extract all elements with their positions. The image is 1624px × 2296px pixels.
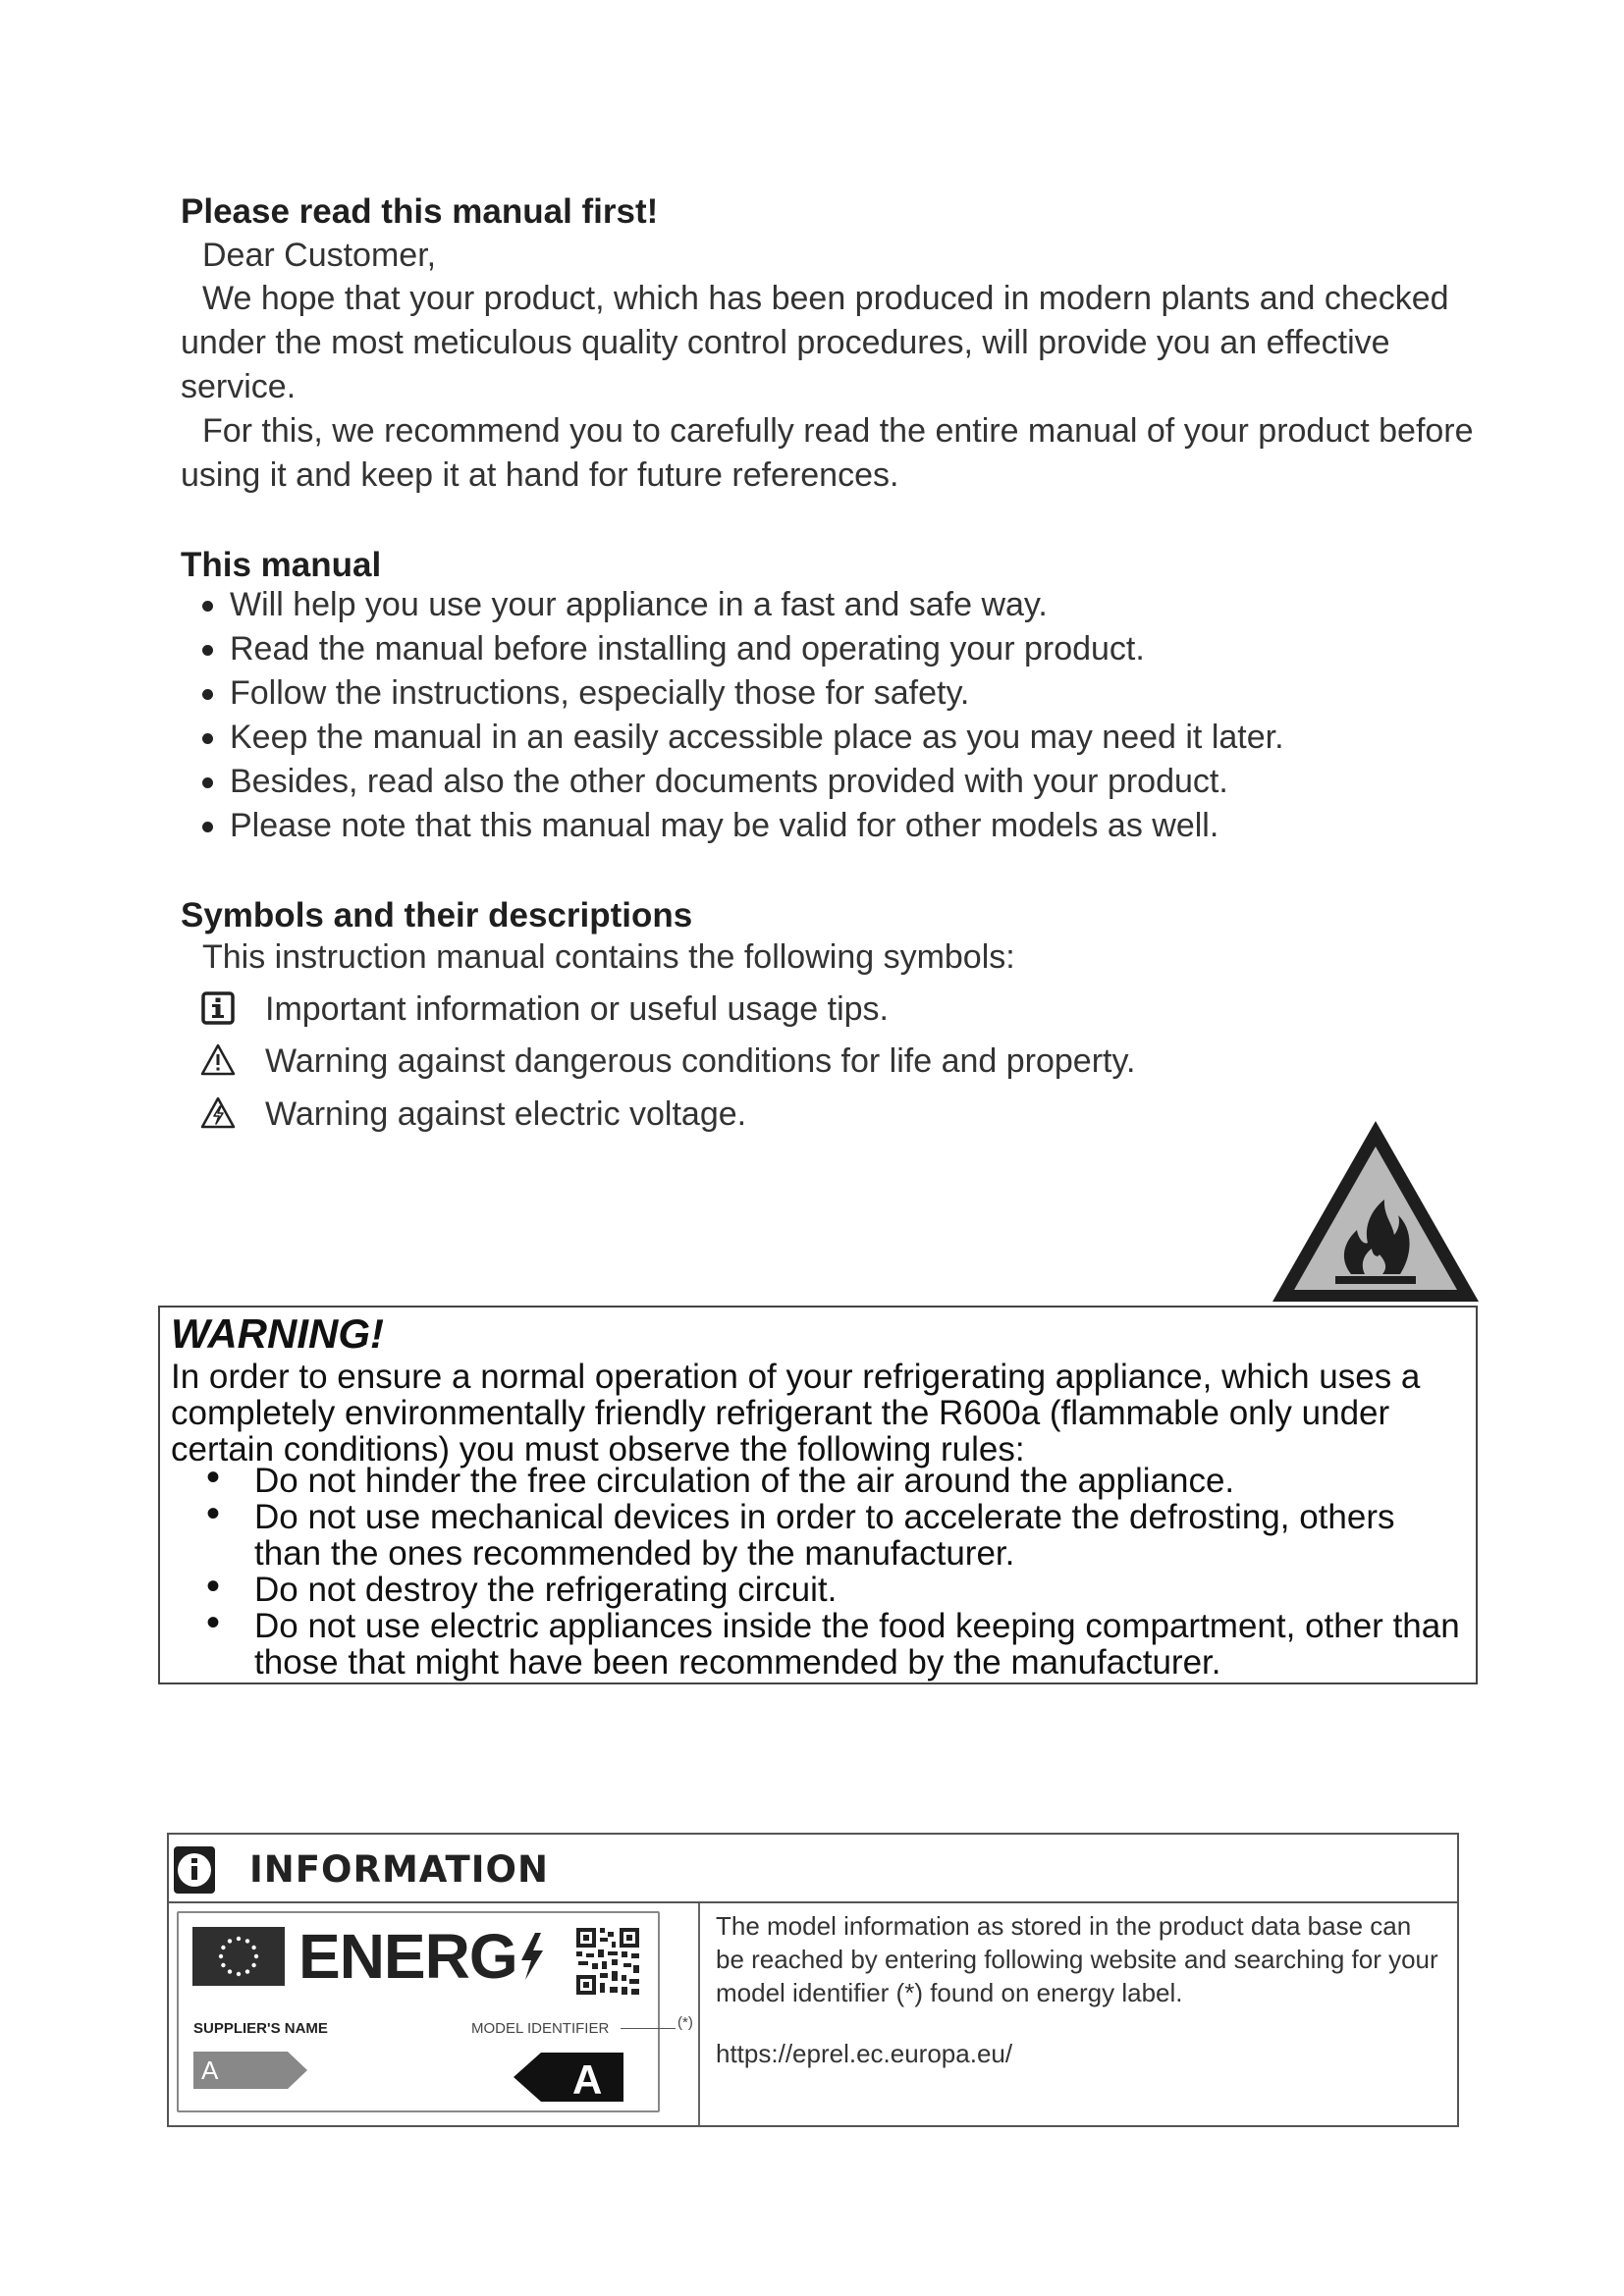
intro-paragraph-2: For this, we recommend you to carefully read the entire manual of your product before using it and keep it at hand for future references. [181, 412, 1474, 494]
greeting: Dear Customer, [202, 237, 437, 274]
intro-paragraph-1: We hope that your product, which has been produced in modern plants and checked under the most meticulous quality control procedures, will provide you an effective service. [181, 280, 1449, 405]
symbol-description: Important information or useful usage tips. [265, 990, 889, 1028]
this-manual-list [200, 583, 1284, 848]
symbols-heading: Symbols and their descriptions [181, 896, 693, 934]
energy-class-indicator-letter: A [572, 2056, 603, 2102]
symbol-description: Warning against electric voltage. [265, 1095, 747, 1133]
info-icon [200, 990, 236, 1026]
list-item: Please note that this manual may be valid for other models as well. [200, 804, 1284, 848]
warning-triangle-icon [200, 1042, 236, 1078]
symbol-description: Warning against dangerous conditions for life and property. [265, 1042, 1136, 1080]
model-identifier-marker: (*) [677, 2014, 693, 2031]
lightning-icon [517, 1931, 547, 1982]
list-item: Read the manual before installing and operating your product. [200, 627, 1284, 671]
qr-code-icon [574, 1926, 641, 1997]
divider [169, 1901, 1457, 1903]
energy-class-scale [193, 2052, 307, 2089]
list-item: Follow the instructions, especially those for safety. [200, 671, 1284, 716]
eprel-url[interactable]: https://eprel.ec.europa.eu/ [716, 2039, 1013, 2068]
symbol-row-warning [200, 1041, 1135, 1081]
intro-heading: Please read this manual first! [181, 192, 659, 231]
information-icon [173, 1845, 216, 1895]
electric-warning-icon [200, 1095, 236, 1131]
list-item: Keep the manual in an easily accessible place as you may need it later. [200, 716, 1284, 760]
symbol-row-info [200, 989, 889, 1029]
symbol-row-electric [200, 1095, 746, 1134]
model-identifier: MODEL IDENTIFIER [471, 2020, 610, 2037]
warning-rule: • Do not use mechanical devices in order to accelerate the defrosting, others than the ones recommended by the manufacturer. [171, 1499, 1467, 1572]
warning-rule: • Do not hinder the free circulation of the air around the appliance. [171, 1463, 1467, 1499]
this-manual-heading: This manual [181, 546, 382, 584]
list-item: Will help you use your appliance in a fast and safe way. [200, 583, 1284, 627]
warning-text: In order to ensure a normal operation of your refrigerating appliance, which uses a completely environmentally friendly refrigerant the R600a (flammable only under certain conditions) you must observe the following rules: [171, 1358, 1421, 1468]
warning-title: WARNING! [171, 1310, 384, 1357]
energy-class-indicator [514, 2053, 623, 2102]
supplier-name: SUPPLIER'S NAME [193, 2020, 328, 2037]
symbols-intro: This instruction manual contains the following symbols: [202, 938, 1015, 976]
information-text: The model information as stored in the product data base can be reached by entering following website and searching for your model identifier (*) found on energy label. [716, 1911, 1438, 2007]
eu-flag-icon [192, 1927, 285, 1986]
arrow-line [621, 2028, 676, 2029]
warning-rule: • Do not destroy the refrigerating circuit. [171, 1572, 1467, 1608]
energy-label-title: ENERG [298, 1920, 547, 1993]
flammable-warning-icon [1269, 1117, 1483, 1306]
divider [698, 1903, 700, 2125]
warning-rules [171, 1463, 1467, 1681]
information-title: INFORMATION [249, 1848, 549, 1891]
list-item: Besides, read also the other documents provided with your product. [200, 760, 1284, 804]
warning-rule: • Do not use electric appliances inside the food keeping compartment, other than those that might have been recommended by the manufacturer. [171, 1608, 1467, 1681]
energy-class-scale-letter: A [201, 2056, 219, 2085]
